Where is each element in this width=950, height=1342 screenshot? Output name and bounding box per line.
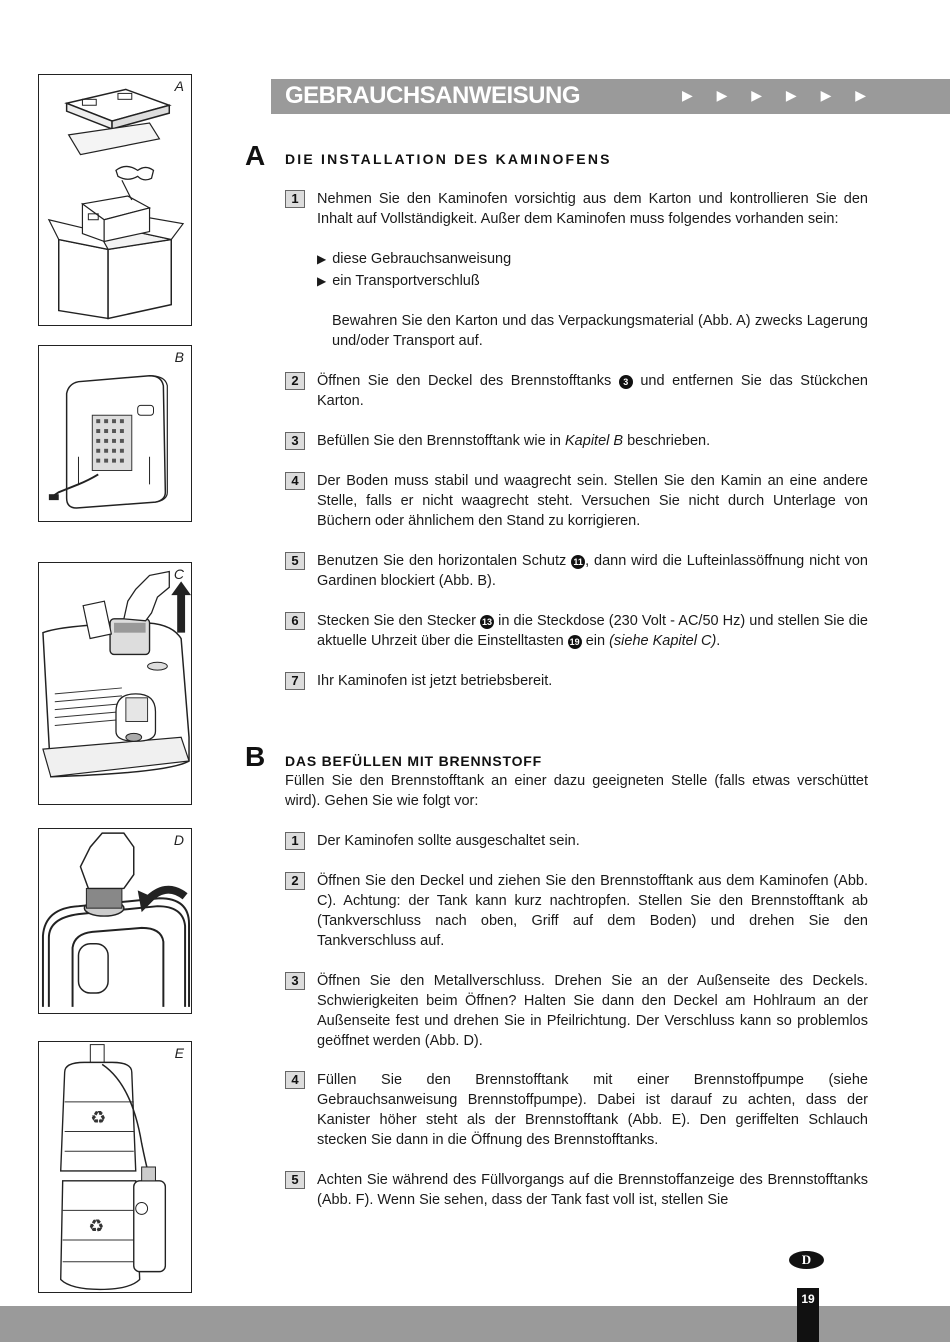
figure-d bbox=[38, 828, 192, 1014]
step-text: Nehmen Sie den Kaminofen vorsichtig aus dem Karton und kontrollieren Sie den Inhalt auf Vollständigkeit. Außer dem Kaminofen muss folgendes vorhanden sein: bbox=[317, 191, 868, 227]
triangle-bullet-icon: ▶ bbox=[317, 274, 327, 288]
step-number: 1 bbox=[285, 832, 305, 850]
bullet-text: ein Transportverschluß bbox=[332, 273, 480, 289]
step-number: 4 bbox=[285, 472, 305, 490]
header-arrows: ▶ ▶ ▶ ▶ ▶ ▶ bbox=[681, 87, 876, 103]
section-b-title: DAS BEFÜLLEN MIT BRENNSTOFF bbox=[285, 753, 543, 769]
figure-label: C bbox=[173, 566, 184, 582]
step-number: 5 bbox=[285, 552, 305, 570]
step-text: Achten Sie während des Füllvorgangs auf die Brennstoffanzeige des Brennstofftanks (Abb. F). Wenn Sie sehen, dass der Tank fast voll ist, stellen Sie bbox=[317, 1172, 868, 1208]
step-number: 4 bbox=[285, 1071, 305, 1089]
step-number: 2 bbox=[285, 872, 305, 890]
pump-filling-illustration bbox=[39, 1042, 191, 1292]
figure-c bbox=[38, 562, 192, 805]
step-text: Befüllen Sie den Brennstofftank wie in Kapitel B beschrieben. bbox=[317, 433, 711, 449]
bullet-item bbox=[317, 249, 511, 269]
step-number: 7 bbox=[285, 672, 305, 690]
figure-a bbox=[38, 74, 192, 326]
reference-badge: 11 bbox=[571, 555, 585, 569]
language-badge: D bbox=[789, 1251, 824, 1269]
step-text: Öffnen Sie den Deckel und ziehen Sie den Brennstofftank aus dem Kaminofen (Abb. C). Achtung: der Tank kann kurz nachtropfen. Stellen Sie den Brennstofftank ab (Tankverschluss nach oben, Griff auf dem Boden) und drehen Sie den Tankverschluss auf. bbox=[317, 873, 868, 949]
step-text: Füllen Sie den Brennstofftank mit einer Brennstoffpumpe (siehe Gebrauchsanweisung Brennstoffpumpe). Dabei ist darauf zu achten, dass der Kanister höher steht als der Brennstofftank (Abb. E). Den geriffelten Schlauch stecken Sie dann in die Öffnung des Brennstofftanks. bbox=[317, 1072, 868, 1148]
step-number: 2 bbox=[285, 372, 305, 390]
step-text: Benutzen Sie den horizontalen Schutz 11 , dann wird die Lufteinlassöffnung nicht von Gardinen blockiert (Abb. B). bbox=[317, 553, 868, 589]
step-number: 3 bbox=[285, 972, 305, 990]
section-a-title: DIE INSTALLATION DES KAMINOFENS bbox=[285, 151, 612, 167]
step-text: Öffnen Sie den Metallverschluss. Drehen Sie an der Außenseite des Deckels. Schwierigkeiten beim Öffnen? Halten Sie dann den Deckel am Hohlraum an der Außenseite fest und drehen Sie in Pfeilrichtung. Der Verschluss kann so problemlos geöffnet werden (Abb. D). bbox=[317, 973, 868, 1049]
header-bar bbox=[271, 79, 950, 114]
tank-removal-illustration bbox=[39, 563, 191, 804]
step-number: 1 bbox=[285, 190, 305, 208]
step-number: 5 bbox=[285, 1171, 305, 1189]
reference-badge: 3 bbox=[619, 375, 633, 389]
figure-label: E bbox=[174, 1045, 184, 1061]
step-text: Stecken Sie den Stecker 13 in die Steckdose (230 Volt - AC/50 Hz) und stellen Sie die aktuelle Uhrzeit über die Einstelltasten 19 ein (siehe Kapitel C). bbox=[317, 613, 868, 649]
section-b-letter: B bbox=[245, 741, 266, 772]
section-b-intro: Füllen Sie den Brennstofftank an einer dazu geeigneten Stelle (falls etwas verschüttet wird). Gehen Sie wie folgt vor: bbox=[285, 773, 868, 809]
page-title: GEBRAUCHSANWEISUNG bbox=[285, 82, 581, 109]
step-number: 3 bbox=[285, 432, 305, 450]
step-text: Ihr Kaminofen ist jetzt betriebsbereit. bbox=[317, 673, 553, 689]
step-text: Der Boden muss stabil und waagrecht sein. Stellen Sie den Kamin an eine andere Stelle, falls er nicht waagrecht steht. Versuchen Sie nicht durch Unterlage von Büchern oder ähnlichem den Stand zu korrigieren. bbox=[317, 473, 868, 529]
cap-opening-illustration bbox=[39, 829, 191, 1013]
section-a-letter: A bbox=[245, 140, 266, 171]
figure-label: B bbox=[174, 349, 184, 365]
box-unpacking-illustration bbox=[39, 75, 191, 325]
step-text: Öffnen Sie den Deckel des Brennstofftanks 3 und entfernen Sie das Stückchen Karton. bbox=[317, 373, 868, 409]
step-number: 6 bbox=[285, 612, 305, 630]
page-number: 19 bbox=[797, 1288, 819, 1342]
bullet-item bbox=[317, 271, 480, 291]
step-text: Der Kaminofen sollte ausgeschaltet sein. bbox=[317, 833, 580, 849]
figure-e bbox=[38, 1041, 192, 1293]
figure-label: D bbox=[173, 832, 184, 848]
svg-text:♻: ♻ bbox=[88, 1217, 105, 1238]
triangle-bullet-icon: ▶ bbox=[317, 252, 327, 266]
note-text: Bewahren Sie den Karton und das Verpackungsmaterial (Abb. A) zwecks Lagerung und/oder Transport auf. bbox=[332, 313, 868, 349]
heater-back-illustration bbox=[39, 346, 191, 521]
figure-label: A bbox=[174, 78, 184, 94]
figure-b bbox=[38, 345, 192, 522]
reference-badge: 19 bbox=[569, 637, 580, 647]
reference-badge: 13 bbox=[482, 617, 493, 627]
bullet-text: diese Gebrauchsanweisung bbox=[332, 251, 512, 267]
svg-text:♻: ♻ bbox=[90, 1108, 107, 1129]
